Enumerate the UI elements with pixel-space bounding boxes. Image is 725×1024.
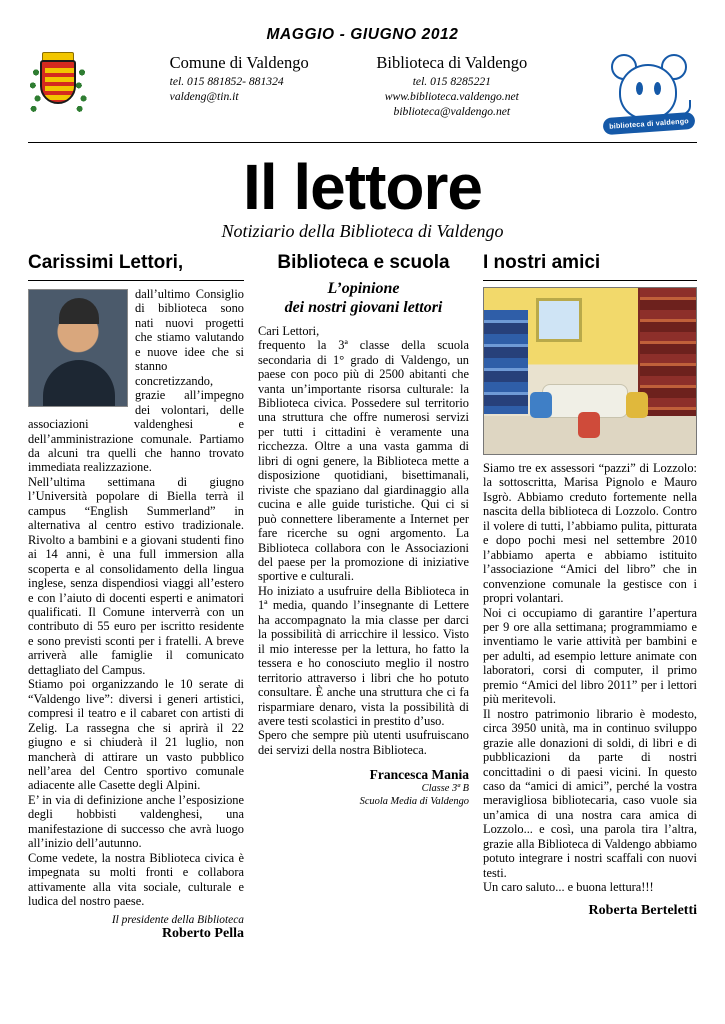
school-paragraph: Ho iniziato a usufruire della Biblioteca in 1ª media, quando l’insegnante di Lettere ha accompagnato la mia classe per darci la possibilità di arricchire il lessico. Visto il mio interesse per la lettura, ho fatto la tessera e ho conosciuto meglio il nostro territorio attraverso i libri che ho potuto consultare. È anche una struttura che ci fa risparmiare denaro, vista la possibilità di avere testi scolastici in prestito d’uso. [257, 583, 469, 728]
page-title: Il lettore [243, 151, 482, 223]
comune-email: valdeng@tin.it [169, 89, 239, 103]
comune-phone: tel. 015 881852- 881324 [169, 75, 284, 89]
friends-paragraph: Un caro saluto... e buona lettura!!! [483, 880, 654, 895]
school-paragraph: frequento la 3ª classe della scuola secondaria di 1° grado di Valdengo, un paese con poco più di 2500 abitanti che vanta un’importante risorsa culturale: la Biblioteca civica. Possedere sul territorio una struttura che offre numerosi servizi per tutti i cittadini è veramente una ricchezza. Oltre a una vasta gamma di libri di ogni genere, la Biblioteca mette a disposizione quotidiani, bisettimanali, riviste che spaziano dal giardinaggio alla cucina e alle guide turistiche. Qui ci si può connettere liberamente a Internet per fare ricerche su ogni argomento. La Biblioteca collabora con le Associazioni del paese per la promozione di iniziative sportive e culturali. [257, 338, 469, 584]
school-signature-name: Francesca Mania [369, 767, 469, 783]
friends-paragraph: Noi ci occupiamo di garantire l’apertura per 9 ore alla settimana; programmiamo e inventiamo le varie attività per bambini e per adulti, ad esempio letture animate con laboratori, corsi di computer, il primo premio “Amici del libro 2011” per i lettori più meritevoli. [483, 605, 697, 707]
friends-divider [483, 280, 697, 281]
editorial-signature-name: Roberto Pella [161, 926, 244, 942]
editorial-paragraph: Come vedete, la nostra Biblioteca civica è impegnata su molti fronti e collabora attivamente alla vita sociale, culturale e ludica del nostro paese. [28, 850, 244, 909]
biblioteca-website[interactable]: www.biblioteca.valdengo.net [384, 89, 519, 103]
library-photo [483, 287, 697, 455]
editorial-paragraph: Nell’ultima settimana di giugno l’Università popolare di Biella terrà il campus “English Summerland” in alternativa al centro estivo tradizionale. Rivolto a bambini e a giovani studenti fino ai 14 anni, è una full immersion alla scoperta e al consolidamento della lingua inglese, senza dispendiosi viaggi all’estero e con l’aiuto di docenti esperti e animatori qualificati. Il Comune interverrà con un contributo di 55 euro per iscritto residente e sono previsti sconti per i fratelli. A breve arriverà alle famiglie il comunicato dettagliato del Campus. [28, 474, 244, 677]
friends-paragraph: Il nostro patrimonio librario è modesto, circa 3950 unità, ma in continuo sviluppo grazie alle donazioni di soldi, di libri e di pubblicazioni da parte di nostri concittadini o di paesi vicini. In questo caso da “amici di amici”, perché la vostra meravigliosa bibliotecaria, caso vuole sia un’amica di una nostra cara amica di Lozzolo... e così, una parola tira l’altra, grazie alla Biblioteca di Valdengo abbiamo potuto integrare i nostri scaffali con nuovi testi. [483, 706, 697, 880]
friends-signature-name: Roberta Berteletti [588, 902, 697, 918]
page-subtitle: Notiziario della Biblioteca di Valdengo [221, 221, 504, 241]
school-paragraph: Cari Lettori, [257, 323, 320, 338]
biblioteca-email[interactable]: biblioteca@valdengo.net [393, 104, 511, 118]
school-subheading-line2: dei nostri giovani lettori [284, 298, 443, 316]
column-friends [483, 252, 697, 942]
logo-banner-text: biblioteca di valdengo [602, 112, 695, 135]
editorial-paragraph: E’ in via di definizione anche l’esposizione degli hobbisti valdenghesi, una manifestazione di successo che avrà luogo all’inizio dell’autunno. [28, 792, 244, 851]
municipal-crest-icon [30, 52, 88, 124]
biblioteca-name: Biblioteca di Valdengo [376, 53, 528, 72]
editorial-heading: Carissimi Lettori, [28, 252, 184, 273]
comune-name: Comune di Valdengo [169, 53, 309, 72]
biblioteca-phone: tel. 015 8285221 [412, 75, 491, 89]
masthead-left-block [170, 52, 309, 105]
friends-heading: I nostri amici [483, 252, 601, 273]
editorial-divider [28, 280, 244, 281]
president-photo [28, 289, 128, 407]
school-subheading-line1: L’opinione [327, 280, 400, 297]
school-signature-school: Scuola Media di Valdengo [359, 795, 469, 807]
column-editorial [28, 252, 244, 942]
masthead-right-block [376, 52, 527, 120]
mouse-logo-icon [601, 52, 697, 136]
school-signature-class: Classe 3ª B [421, 783, 469, 795]
school-paragraph: Spero che sempre più utenti usufruiscano dei servizi della nostra Biblioteca. [257, 728, 469, 757]
masthead-row [28, 52, 697, 138]
friends-paragraph: Siamo tre ex assessori “pazzi” di Lozzolo: la sottoscritta, Marisa Pignolo e Mauro Isgrò. Abbiamo creduto fortemente nella nascita della biblioteca di Lozzolo. Contro il volere di tutti, l’abbiamo pulita, pitturata e dopo pochi mesi nel settembre 2010 l’abbiamo aperta e abbiamo istituito l’associazione “Amici del libro” che in convenzione comunale la gestisce con i propri volantari. [483, 461, 697, 606]
editorial-signature-role: Il presidente della Biblioteca [111, 914, 244, 927]
editorial-paragraph: dall’ultimo Consiglio di biblioteca sono nati nuovi progetti che stiamo valutando e nuove idee che si stanno concretizzando, grazie all’impegno dei volontari, delle associazioni valdenghesi e dell’amministrazione comunale. Partiamo da alcuni tra quelli che hanno trovato immediata realizzazione. [28, 287, 244, 475]
school-heading: Biblioteca e scuola [277, 252, 450, 273]
article-columns [28, 252, 697, 942]
issue-date: MAGGIO - GIUGNO 2012 [266, 26, 459, 43]
masthead-divider [28, 142, 697, 143]
editorial-paragraph: Stiamo poi organizzando le 10 serate di “Valdengo live”: diversi i generi artistici, compresi il teatro e il cabaret con artisti di Zelig. La rassegna che si aprirà il 22 giugno e si chiuderà il 21 luglio, non mancherà di attirare un vasto pubblico nell’area del Centro sportivo comunale adiacente alle Casette degli Alpini. [28, 677, 244, 793]
column-school [258, 252, 469, 942]
